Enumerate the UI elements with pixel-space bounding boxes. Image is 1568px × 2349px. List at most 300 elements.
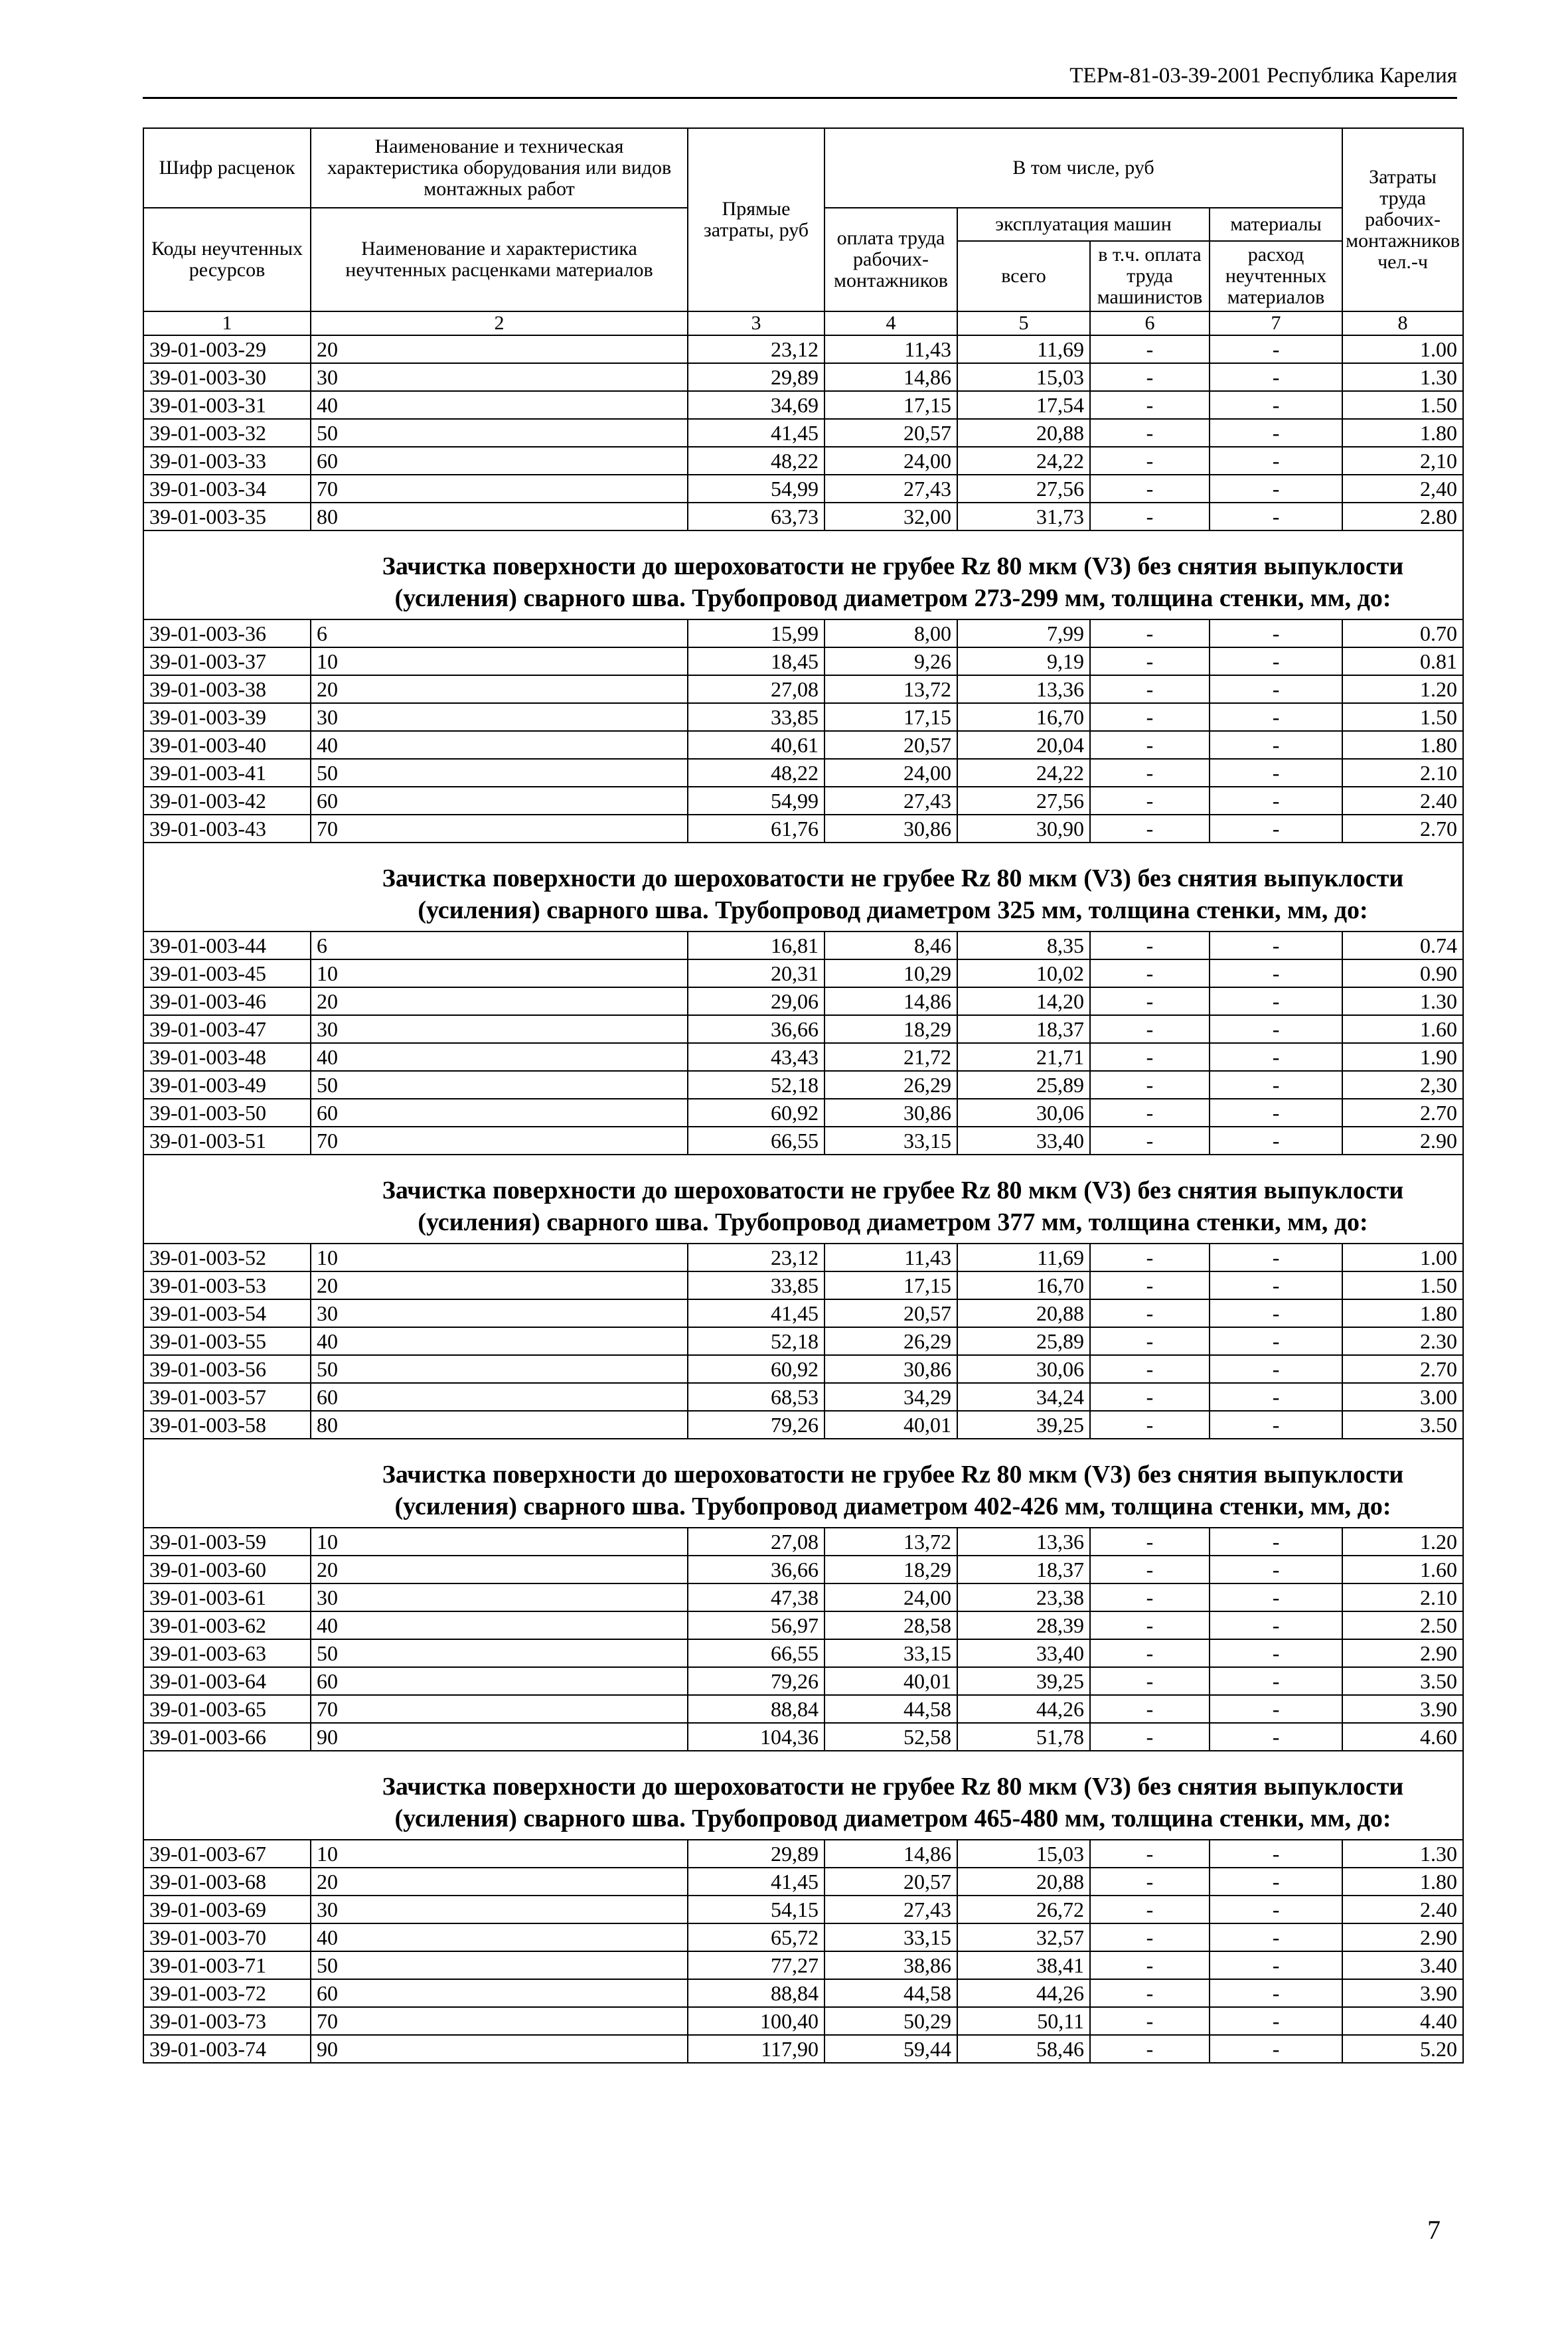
row-labor-hours: 2.50 [1342, 1611, 1463, 1639]
row-code: 39-01-003-45 [143, 959, 311, 987]
row-thickness: 40 [311, 391, 688, 419]
document-header: ТЕРм-81-03-39-2001 Республика Карелия [1069, 64, 1457, 88]
table-row [143, 419, 1463, 447]
table-body [143, 335, 1463, 2063]
row-labor-cost: 17,15 [824, 1271, 957, 1299]
row-machines-cost: 8,35 [957, 932, 1090, 959]
row-code: 39-01-003-54 [143, 1299, 311, 1327]
row-machines-cost: 20,88 [957, 1299, 1090, 1327]
row-code: 39-01-003-36 [143, 619, 311, 647]
row-machines-cost: 11,69 [957, 335, 1090, 363]
row-code: 39-01-003-41 [143, 759, 311, 787]
row-direct-cost: 88,84 [688, 1695, 824, 1723]
row-machines-cost: 25,89 [957, 1327, 1090, 1355]
row-labor-cost: 24,00 [824, 1583, 957, 1611]
row-code: 39-01-003-42 [143, 787, 311, 815]
row-machines-cost: 33,40 [957, 1127, 1090, 1155]
row-direct-cost: 66,55 [688, 1127, 824, 1155]
row-code: 39-01-003-47 [143, 1015, 311, 1043]
row-materials-cost: - [1210, 1355, 1342, 1383]
row-machinists-cost: - [1090, 959, 1210, 987]
row-machines-cost: 20,88 [957, 1868, 1090, 1896]
row-thickness: 70 [311, 1695, 688, 1723]
row-machinists-cost: - [1090, 1528, 1210, 1556]
row-direct-cost: 29,89 [688, 363, 824, 391]
row-direct-cost: 15,99 [688, 619, 824, 647]
row-labor-hours: 1.60 [1342, 1556, 1463, 1583]
row-materials-cost: - [1210, 1723, 1342, 1751]
row-machines-cost: 30,06 [957, 1355, 1090, 1383]
table-row [143, 2007, 1463, 2035]
row-materials-cost: - [1210, 1639, 1342, 1667]
row-thickness: 60 [311, 1383, 688, 1411]
row-machines-cost: 31,73 [957, 503, 1090, 530]
row-materials-cost: - [1210, 419, 1342, 447]
header-materials: материалы [1210, 208, 1342, 241]
row-direct-cost: 41,45 [688, 1868, 824, 1896]
row-direct-cost: 54,99 [688, 475, 824, 503]
row-direct-cost: 52,18 [688, 1327, 824, 1355]
row-direct-cost: 47,38 [688, 1583, 824, 1611]
row-labor-cost: 20,57 [824, 419, 957, 447]
row-code: 39-01-003-46 [143, 987, 311, 1015]
row-labor-cost: 33,15 [824, 1923, 957, 1951]
row-materials-cost: - [1210, 703, 1342, 731]
section-title [144, 1444, 1462, 1522]
row-labor-hours: 0.74 [1342, 932, 1463, 959]
section-heading-row [143, 1155, 1463, 1244]
row-materials-cost: - [1210, 1583, 1342, 1611]
row-machinists-cost: - [1090, 1979, 1210, 2007]
row-machinists-cost: - [1090, 335, 1210, 363]
row-thickness: 80 [311, 503, 688, 530]
row-direct-cost: 100,40 [688, 2007, 824, 2035]
row-labor-cost: 38,86 [824, 1951, 957, 1979]
row-machines-cost: 39,25 [957, 1667, 1090, 1695]
row-machines-cost: 9,19 [957, 647, 1090, 675]
row-labor-cost: 59,44 [824, 2035, 957, 2063]
section-title-line: (усиления) сварного шва. Трубопровод диаметром 465-480 мм, толщина стенки, мм, до: [394, 1805, 1391, 1832]
table-row [143, 2035, 1463, 2063]
row-labor-cost: 26,29 [824, 1327, 957, 1355]
row-machines-cost: 44,26 [957, 1695, 1090, 1723]
row-direct-cost: 23,12 [688, 1244, 824, 1271]
row-machines-cost: 20,88 [957, 419, 1090, 447]
row-machines-cost: 27,56 [957, 787, 1090, 815]
row-machinists-cost: - [1090, 731, 1210, 759]
row-code: 39-01-003-30 [143, 363, 311, 391]
row-labor-hours: 2.40 [1342, 787, 1463, 815]
row-materials-cost: - [1210, 1611, 1342, 1639]
row-direct-cost: 77,27 [688, 1951, 824, 1979]
table-row [143, 1127, 1463, 1155]
row-machinists-cost: - [1090, 1327, 1210, 1355]
column-number: 8 [1342, 311, 1463, 335]
row-labor-hours: 1.80 [1342, 1299, 1463, 1327]
row-thickness: 50 [311, 759, 688, 787]
row-code: 39-01-003-32 [143, 419, 311, 447]
row-thickness: 40 [311, 1327, 688, 1355]
row-machines-cost: 51,78 [957, 1723, 1090, 1751]
row-labor-hours: 3.90 [1342, 1979, 1463, 2007]
header-rule [143, 97, 1457, 99]
row-labor-cost: 9,26 [824, 647, 957, 675]
row-labor-cost: 30,86 [824, 1355, 957, 1383]
row-thickness: 40 [311, 731, 688, 759]
row-labor-hours: 2.10 [1342, 759, 1463, 787]
row-thickness: 60 [311, 1099, 688, 1127]
table-row [143, 1244, 1463, 1271]
row-machinists-cost: - [1090, 2007, 1210, 2035]
row-labor-hours: 1.50 [1342, 1271, 1463, 1299]
row-thickness: 10 [311, 959, 688, 987]
row-machinists-cost: - [1090, 1868, 1210, 1896]
row-labor-hours: 2.90 [1342, 1639, 1463, 1667]
row-direct-cost: 88,84 [688, 1979, 824, 2007]
header-materials-name: Наименование и характеристика неучтенных расценками материалов [311, 208, 688, 311]
row-machines-cost: 58,46 [957, 2035, 1090, 2063]
table-row [143, 731, 1463, 759]
row-direct-cost: 16,81 [688, 932, 824, 959]
row-direct-cost: 66,55 [688, 1639, 824, 1667]
row-direct-cost: 48,22 [688, 447, 824, 475]
row-machinists-cost: - [1090, 1667, 1210, 1695]
section-title [144, 536, 1462, 614]
row-thickness: 40 [311, 1611, 688, 1639]
row-machinists-cost: - [1090, 1299, 1210, 1327]
row-labor-hours: 1.50 [1342, 391, 1463, 419]
row-machinists-cost: - [1090, 2035, 1210, 2063]
row-code: 39-01-003-34 [143, 475, 311, 503]
row-thickness: 30 [311, 1015, 688, 1043]
row-thickness: 50 [311, 1355, 688, 1383]
row-materials-cost: - [1210, 731, 1342, 759]
row-thickness: 70 [311, 475, 688, 503]
row-labor-cost: 32,00 [824, 503, 957, 530]
table-row [143, 1868, 1463, 1896]
row-direct-cost: 40,61 [688, 731, 824, 759]
table-row [143, 503, 1463, 530]
row-thickness: 60 [311, 787, 688, 815]
row-labor-cost: 14,86 [824, 363, 957, 391]
row-machinists-cost: - [1090, 1355, 1210, 1383]
row-labor-cost: 50,29 [824, 2007, 957, 2035]
row-code: 39-01-003-71 [143, 1951, 311, 1979]
table-row [143, 1896, 1463, 1923]
row-machinists-cost: - [1090, 1923, 1210, 1951]
table-row [143, 1383, 1463, 1411]
row-labor-hours: 3.50 [1342, 1411, 1463, 1439]
table-row [143, 1979, 1463, 2007]
column-number: 5 [957, 311, 1090, 335]
row-thickness: 60 [311, 447, 688, 475]
row-labor-cost: 11,43 [824, 1244, 957, 1271]
row-code: 39-01-003-64 [143, 1667, 311, 1695]
table-row [143, 1355, 1463, 1383]
row-labor-cost: 44,58 [824, 1979, 957, 2007]
row-machinists-cost: - [1090, 1271, 1210, 1299]
row-materials-cost: - [1210, 1556, 1342, 1583]
row-thickness: 50 [311, 419, 688, 447]
row-materials-cost: - [1210, 1411, 1342, 1439]
row-thickness: 70 [311, 2007, 688, 2035]
header-labor: оплата труда рабочих-монтажников [824, 208, 957, 311]
row-code: 39-01-003-37 [143, 647, 311, 675]
row-machinists-cost: - [1090, 1583, 1210, 1611]
row-thickness: 40 [311, 1923, 688, 1951]
row-thickness: 20 [311, 675, 688, 703]
row-machines-cost: 13,36 [957, 675, 1090, 703]
row-machinists-cost: - [1090, 647, 1210, 675]
row-code: 39-01-003-67 [143, 1840, 311, 1868]
row-materials-cost: - [1210, 2007, 1342, 2035]
row-direct-cost: 104,36 [688, 1723, 824, 1751]
row-direct-cost: 27,08 [688, 675, 824, 703]
table-row [143, 1951, 1463, 1979]
row-machines-cost: 16,70 [957, 1271, 1090, 1299]
row-thickness: 90 [311, 1723, 688, 1751]
row-code: 39-01-003-57 [143, 1383, 311, 1411]
row-direct-cost: 60,92 [688, 1099, 824, 1127]
row-machines-cost: 39,25 [957, 1411, 1090, 1439]
row-labor-hours: 2.70 [1342, 1099, 1463, 1127]
row-labor-cost: 20,57 [824, 1299, 957, 1327]
row-materials-cost: - [1210, 815, 1342, 843]
row-materials-cost: - [1210, 619, 1342, 647]
row-direct-cost: 68,53 [688, 1383, 824, 1411]
row-labor-cost: 33,15 [824, 1639, 957, 1667]
table-row [143, 1327, 1463, 1355]
row-labor-cost: 26,29 [824, 1071, 957, 1099]
row-materials-cost: - [1210, 1099, 1342, 1127]
row-thickness: 30 [311, 1299, 688, 1327]
row-machinists-cost: - [1090, 1411, 1210, 1439]
row-direct-cost: 29,89 [688, 1840, 824, 1868]
row-machinists-cost: - [1090, 419, 1210, 447]
section-heading-row [143, 1751, 1463, 1840]
row-materials-cost: - [1210, 1043, 1342, 1071]
header-code: Шифр расценок [143, 128, 311, 208]
row-thickness: 20 [311, 1271, 688, 1299]
table-row [143, 1528, 1463, 1556]
row-labor-hours: 2.30 [1342, 1327, 1463, 1355]
row-direct-cost: 65,72 [688, 1923, 824, 1951]
row-code: 39-01-003-68 [143, 1868, 311, 1896]
row-labor-hours: 3.00 [1342, 1383, 1463, 1411]
row-thickness: 30 [311, 1896, 688, 1923]
row-machinists-cost: - [1090, 987, 1210, 1015]
table-row [143, 932, 1463, 959]
row-code: 39-01-003-48 [143, 1043, 311, 1071]
section-title-line: Зачистка поверхности до шероховатости не грубее Rz 80 мкм (V3) без снятия выпуклости [382, 864, 1404, 892]
row-thickness: 10 [311, 1244, 688, 1271]
row-labor-hours: 1.80 [1342, 731, 1463, 759]
table-row [143, 1043, 1463, 1071]
row-materials-cost: - [1210, 391, 1342, 419]
row-labor-cost: 20,57 [824, 731, 957, 759]
row-code: 39-01-003-35 [143, 503, 311, 530]
row-thickness: 60 [311, 1667, 688, 1695]
row-machinists-cost: - [1090, 619, 1210, 647]
section-title [144, 1756, 1462, 1834]
header-name: Наименование и техническая характеристика оборудования или видов монтажных работ [311, 128, 688, 208]
row-machinists-cost: - [1090, 1896, 1210, 1923]
row-code: 39-01-003-31 [143, 391, 311, 419]
section-title [144, 1160, 1462, 1238]
row-machines-cost: 28,39 [957, 1611, 1090, 1639]
row-materials-cost: - [1210, 1327, 1342, 1355]
row-thickness: 70 [311, 815, 688, 843]
row-machinists-cost: - [1090, 1071, 1210, 1099]
row-materials-cost: - [1210, 1951, 1342, 1979]
row-machinists-cost: - [1090, 759, 1210, 787]
row-machines-cost: 44,26 [957, 1979, 1090, 2007]
column-number: 4 [824, 311, 957, 335]
row-labor-cost: 13,72 [824, 675, 957, 703]
row-machinists-cost: - [1090, 932, 1210, 959]
row-direct-cost: 61,76 [688, 815, 824, 843]
row-direct-cost: 54,15 [688, 1896, 824, 1923]
section-title-line: (усиления) сварного шва. Трубопровод диаметром 273-299 мм, толщина стенки, мм, до: [394, 584, 1391, 612]
row-code: 39-01-003-59 [143, 1528, 311, 1556]
row-code: 39-01-003-49 [143, 1071, 311, 1099]
table-row [143, 759, 1463, 787]
row-labor-cost: 17,15 [824, 391, 957, 419]
row-thickness: 40 [311, 1043, 688, 1071]
row-thickness: 6 [311, 619, 688, 647]
table-row [143, 1071, 1463, 1099]
row-labor-cost: 17,15 [824, 703, 957, 731]
header-machinists: в т.ч. оплата труда машинистов [1090, 241, 1210, 311]
row-machines-cost: 30,90 [957, 815, 1090, 843]
row-materials-cost: - [1210, 932, 1342, 959]
row-materials-cost: - [1210, 787, 1342, 815]
row-thickness: 10 [311, 647, 688, 675]
row-machinists-cost: - [1090, 1383, 1210, 1411]
row-thickness: 50 [311, 1951, 688, 1979]
row-code: 39-01-003-33 [143, 447, 311, 475]
row-machines-cost: 27,56 [957, 475, 1090, 503]
row-direct-cost: 36,66 [688, 1015, 824, 1043]
row-materials-cost: - [1210, 363, 1342, 391]
row-labor-cost: 8,46 [824, 932, 957, 959]
row-labor-hours: 1.30 [1342, 987, 1463, 1015]
row-code: 39-01-003-69 [143, 1896, 311, 1923]
row-machinists-cost: - [1090, 363, 1210, 391]
row-machinists-cost: - [1090, 675, 1210, 703]
row-direct-cost: 63,73 [688, 503, 824, 530]
row-thickness: 30 [311, 1583, 688, 1611]
table-row [143, 703, 1463, 731]
table-row [143, 1583, 1463, 1611]
row-labor-cost: 18,29 [824, 1556, 957, 1583]
column-number: 3 [688, 311, 824, 335]
row-code: 39-01-003-39 [143, 703, 311, 731]
row-machines-cost: 20,04 [957, 731, 1090, 759]
table-row [143, 1840, 1463, 1868]
row-labor-hours: 1.90 [1342, 1043, 1463, 1071]
row-thickness: 20 [311, 335, 688, 363]
column-number: 6 [1090, 311, 1210, 335]
row-machinists-cost: - [1090, 1127, 1210, 1155]
table-row [143, 1271, 1463, 1299]
row-materials-cost: - [1210, 1015, 1342, 1043]
row-labor-hours: 1.00 [1342, 335, 1463, 363]
row-materials-cost: - [1210, 503, 1342, 530]
row-materials-cost: - [1210, 1127, 1342, 1155]
row-labor-cost: 24,00 [824, 447, 957, 475]
row-direct-cost: 23,12 [688, 335, 824, 363]
row-labor-cost: 11,43 [824, 335, 957, 363]
row-machines-cost: 23,38 [957, 1583, 1090, 1611]
column-number: 1 [143, 311, 311, 335]
row-machines-cost: 16,70 [957, 703, 1090, 731]
row-machinists-cost: - [1090, 1099, 1210, 1127]
row-labor-cost: 33,15 [824, 1127, 957, 1155]
row-machines-cost: 18,37 [957, 1015, 1090, 1043]
row-labor-hours: 4.40 [1342, 2007, 1463, 2035]
row-code: 39-01-003-58 [143, 1411, 311, 1439]
row-labor-cost: 27,43 [824, 787, 957, 815]
table-row [143, 1299, 1463, 1327]
row-machines-cost: 30,06 [957, 1099, 1090, 1127]
row-materials-cost: - [1210, 2035, 1342, 2063]
row-code: 39-01-003-60 [143, 1556, 311, 1583]
row-labor-hours: 1.50 [1342, 703, 1463, 731]
row-materials-cost: - [1210, 1271, 1342, 1299]
table-row [143, 1667, 1463, 1695]
row-machinists-cost: - [1090, 1244, 1210, 1271]
row-labor-hours: 2.90 [1342, 1923, 1463, 1951]
row-machines-cost: 7,99 [957, 619, 1090, 647]
row-labor-cost: 30,86 [824, 815, 957, 843]
header-group: В том числе, руб [824, 128, 1342, 208]
row-labor-hours: 4.60 [1342, 1723, 1463, 1751]
row-labor-cost: 40,01 [824, 1667, 957, 1695]
row-labor-hours: 5.20 [1342, 2035, 1463, 2063]
row-labor-cost: 30,86 [824, 1099, 957, 1127]
row-direct-cost: 79,26 [688, 1411, 824, 1439]
row-machinists-cost: - [1090, 787, 1210, 815]
header-direct: Прямые затраты, руб [688, 128, 824, 311]
row-code: 39-01-003-40 [143, 731, 311, 759]
table-row [143, 475, 1463, 503]
row-direct-cost: 43,43 [688, 1043, 824, 1071]
row-direct-cost: 33,85 [688, 1271, 824, 1299]
row-direct-cost: 79,26 [688, 1667, 824, 1695]
row-direct-cost: 56,97 [688, 1611, 824, 1639]
row-materials-cost: - [1210, 1840, 1342, 1868]
row-direct-cost: 20,31 [688, 959, 824, 987]
header-hours: Затраты труда рабочих-монтажников чел.-ч [1342, 128, 1463, 311]
row-labor-cost: 10,29 [824, 959, 957, 987]
row-materials-cost: - [1210, 1896, 1342, 1923]
row-labor-hours: 1.20 [1342, 1528, 1463, 1556]
table-row [143, 815, 1463, 843]
row-code: 39-01-003-29 [143, 335, 311, 363]
column-number: 2 [311, 311, 688, 335]
row-labor-hours: 0.90 [1342, 959, 1463, 987]
row-labor-hours: 1.00 [1342, 1244, 1463, 1271]
row-labor-cost: 8,00 [824, 619, 957, 647]
row-machinists-cost: - [1090, 703, 1210, 731]
row-labor-cost: 44,58 [824, 1695, 957, 1723]
row-machines-cost: 26,72 [957, 1896, 1090, 1923]
row-machines-cost: 24,22 [957, 759, 1090, 787]
row-thickness: 90 [311, 2035, 688, 2063]
row-code: 39-01-003-53 [143, 1271, 311, 1299]
row-machines-cost: 15,03 [957, 363, 1090, 391]
